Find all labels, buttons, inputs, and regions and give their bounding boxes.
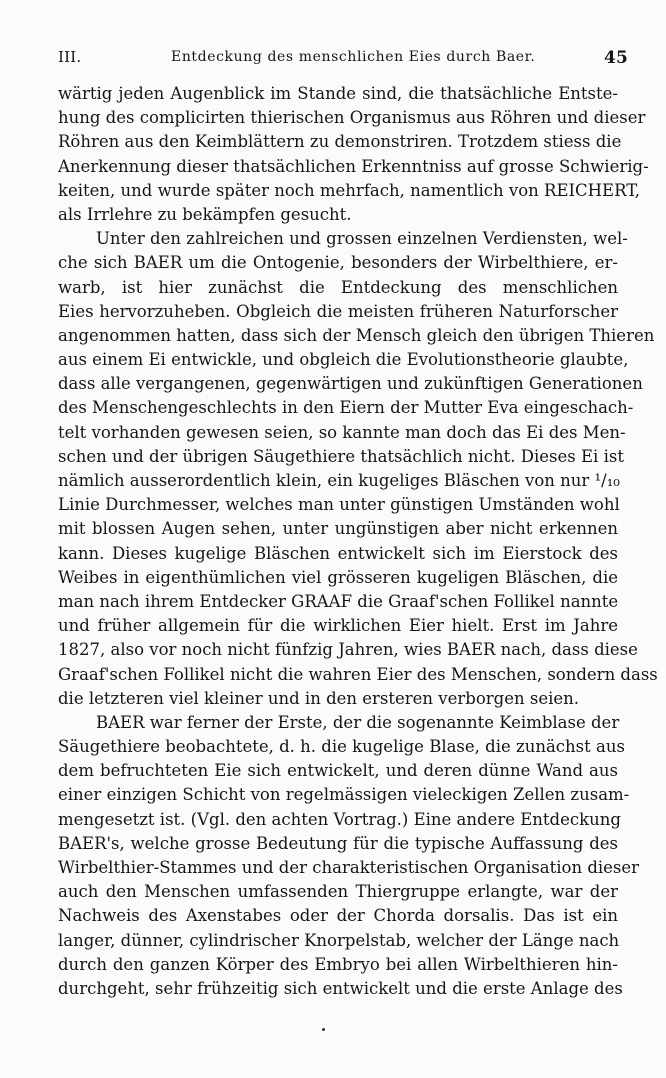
text-line: auch den Menschen umfassenden Thiergruppe erlangte, war der xyxy=(58,882,618,902)
text-line: kann. Dieses kugelige Bläschen entwickelt sich im Eierstock des xyxy=(58,543,618,563)
text-line: einer einzigen Schicht von regelmässigen vieleckigen Zellen zusam- xyxy=(58,785,630,805)
text-line: dass alle vergangenen, gegenwärtigen und zukünftigen Generationen xyxy=(58,374,643,394)
text-line: Weibes in eigenthümlichen viel grösseren kugeligen Bläschen, die xyxy=(58,567,618,587)
text-line: Linie Durchmesser, welches man unter günstigen Umständen wohl xyxy=(58,495,620,515)
running-title: Entdeckung des menschlichen Eies durch Baer. xyxy=(171,49,536,65)
text-line: hung des complicirten thierischen Organismus aus Röhren und dieser xyxy=(58,108,646,128)
text-line: als Irrlehre zu bekämpfen gesucht. xyxy=(58,204,352,224)
print-speck xyxy=(322,1028,325,1031)
paragraph-first-line: Unter den zahlreichen und grossen einzelnen Verdiensten, wel- xyxy=(96,229,628,249)
text-line: 1827, also vor noch nicht fünfzig Jahren, wies BAER nach, dass diese xyxy=(58,640,638,660)
text-line: mit blossen Augen sehen, unter ungünstigen aber nicht erkennen xyxy=(58,519,618,539)
text-line: keiten, und wurde später noch mehrfach, namentlich von REICHERT, xyxy=(58,180,641,200)
paragraph-first-line: BAER war ferner der Erste, der die sogenannte Keimblase der xyxy=(96,712,620,732)
page-number: 45 xyxy=(603,48,628,68)
text-line: schen und der übrigen Säugethiere thatsächlich nicht. Dieses Ei ist xyxy=(58,446,624,466)
text-line: langer, dünner, cylindrischer Knorpelstab, welcher der Länge nach xyxy=(58,930,620,950)
text-line: nämlich ausserordentlich klein, ein kugeliges Bläschen von nur ¹/₁₀ xyxy=(58,471,620,490)
text-line: wärtig jeden Augenblick im Stande sind, die thatsächliche Entste- xyxy=(58,84,618,103)
text-line: BAER's, welche grosse Bedeutung für die typische Auffassung des xyxy=(58,833,618,853)
text-line: man nach ihrem Entdecker GRAAF die Graaf'schen Follikel nannte xyxy=(58,591,619,611)
text-line: die letzteren viel kleiner und in den ersteren verborgen seien. xyxy=(58,688,580,708)
text-line: Säugethiere beobachtete, d. h. die kugelige Blase, die zunächst aus xyxy=(58,737,625,757)
text-line: telt vorhanden gewesen seien, so kannte man doch das Ei des Men- xyxy=(58,422,626,442)
text-line: dem befruchteten Eie sich entwickelt, und deren dünne Wand aus xyxy=(58,761,618,781)
page-body-text xyxy=(58,82,658,1001)
running-header xyxy=(58,48,628,72)
text-line: Wirbelthier-Stammes und der charakteristischen Organisation dieser xyxy=(58,858,640,877)
text-line: mengesetzt ist. (Vgl. den achten Vortrag.) Eine andere Entdeckung xyxy=(58,809,621,829)
text-line: aus einem Ei entwickle, und obgleich die Evolutionstheorie glaubte, xyxy=(58,350,629,370)
chapter-number: III. xyxy=(58,48,82,66)
text-line: durch den ganzen Körper des Embryo bei allen Wirbelthieren hin- xyxy=(58,954,618,974)
text-line: Anerkennung dieser thatsächlichen Erkenntniss auf grosse Schwierig- xyxy=(58,156,649,176)
text-line: che sich BAER um die Ontogenie, besonders der Wirbelthiere, er- xyxy=(58,253,618,273)
text-line: Graaf'schen Follikel nicht die wahren Eier des Menschen, sondern dass xyxy=(58,664,658,684)
text-line: warb, ist hier zunächst die Entdeckung des menschlichen xyxy=(58,277,618,297)
text-line: Nachweis des Axenstabes oder der Chorda dorsalis. Das ist ein xyxy=(58,906,618,926)
text-line: Eies hervorzuheben. Obgleich die meisten früheren Naturforscher xyxy=(58,301,618,321)
text-line: angenommen hatten, dass sich der Mensch gleich den übrigen Thieren xyxy=(58,325,655,345)
text-line: und früher allgemein für die wirklichen Eier hielt. Erst im Jahre xyxy=(58,616,618,636)
text-line: Röhren aus den Keimblättern zu demonstriren. Trotzdem stiess die xyxy=(58,132,622,152)
text-line: durchgeht, sehr frühzeitig sich entwickelt und die erste Anlage des xyxy=(58,978,623,998)
text-line: des Menschengeschlechts in den Eiern der Mutter Eva eingeschach- xyxy=(58,398,634,418)
